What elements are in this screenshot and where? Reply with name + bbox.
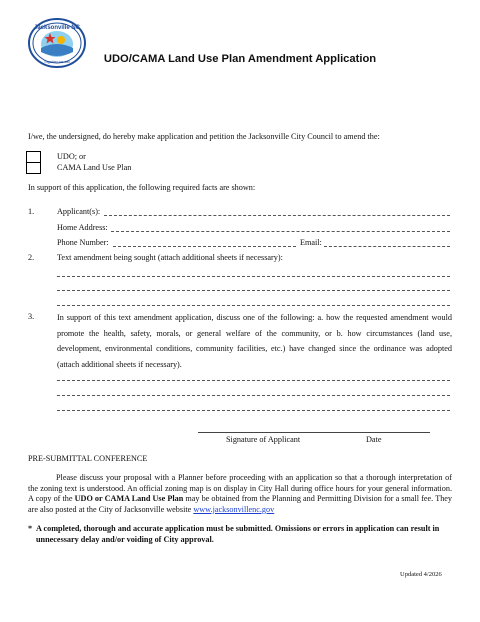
email-label: Email: bbox=[300, 238, 322, 247]
signature-label: Signature of Applicant bbox=[226, 435, 301, 444]
intro-text: I/we, the undersigned, do hereby make application and petition the Jacksonville City Council to amend the: bbox=[28, 132, 380, 141]
option-cama-label: CAMA Land Use Plan bbox=[57, 163, 132, 172]
text-amendment-line-1[interactable] bbox=[57, 276, 450, 277]
item-3-line-2[interactable] bbox=[57, 395, 450, 396]
item-number-1: 1. bbox=[28, 207, 35, 216]
checkbox-cama[interactable] bbox=[26, 162, 41, 174]
item-3-line-3[interactable] bbox=[57, 410, 450, 411]
item-3-line-1[interactable] bbox=[57, 380, 450, 381]
notice-text: A completed, thorough and accurate application must be submitted. Omissions or errors in application can result in unnecessary delay and/or voiding of City approval. bbox=[36, 524, 440, 544]
website-link[interactable]: www.jacksonvillenc.gov bbox=[193, 504, 275, 514]
svg-text:Jacksonville NC: Jacksonville NC bbox=[33, 25, 81, 31]
pre-submittal-text-1: Please discuss your proposal with a Planner before proceeding with an application so that a thorough interpretation of the zoning text is understood. An official zoning map is on display in City Hall during office hours for your general information. A copy of the bbox=[28, 473, 452, 503]
home-address-field[interactable] bbox=[111, 231, 450, 232]
item-3-text: In support of this text amendment application, discuss one of the following: a. how the requested amendment would promote the health, safety, morals, or general welfare of the community, or b. how circumstances (land use, development, environmental conditions, community facilities, etc.) have changed since the ordinance was adopted (attach additional sheets if necessary). bbox=[57, 313, 452, 369]
updated-label: Updated 4/2026 bbox=[400, 571, 442, 578]
text-amendment-label: Text amendment being sought (attach additional sheets if necessary): bbox=[57, 253, 283, 262]
page-title: UDO/CAMA Land Use Plan Amendment Application bbox=[103, 53, 377, 65]
item-number-3: 3. bbox=[28, 312, 35, 321]
email-field[interactable] bbox=[324, 246, 450, 247]
pre-submittal-paragraph bbox=[28, 473, 452, 515]
phone-field[interactable] bbox=[113, 246, 296, 247]
option-udo-label: UDO; or bbox=[57, 152, 86, 161]
signature-line[interactable] bbox=[198, 432, 430, 433]
facts-intro: In support of this application, the following required facts are shown: bbox=[28, 183, 256, 192]
phone-label: Phone Number: bbox=[57, 238, 109, 247]
home-address-label: Home Address: bbox=[57, 223, 108, 232]
pre-submittal-bold: UDO or CAMA Land Use Plan bbox=[74, 494, 184, 503]
applicants-field[interactable] bbox=[104, 215, 450, 216]
notice-star: * bbox=[28, 524, 33, 533]
text-amendment-line-3[interactable] bbox=[57, 305, 450, 306]
pre-submittal-heading: PRE-SUBMITTAL CONFERENCE bbox=[28, 454, 148, 463]
pre-submittal-text-2: may be obtained from the Planning and Permitting Division for a small fee. They are also posted at the City of Jacksonville website bbox=[28, 494, 453, 514]
item-number-2: 2. bbox=[28, 253, 35, 262]
date-label: Date bbox=[366, 435, 382, 444]
applicants-label: Applicant(s): bbox=[57, 207, 101, 216]
svg-text:Together we can: Together we can bbox=[43, 60, 71, 64]
text-amendment-line-2[interactable] bbox=[57, 290, 450, 291]
